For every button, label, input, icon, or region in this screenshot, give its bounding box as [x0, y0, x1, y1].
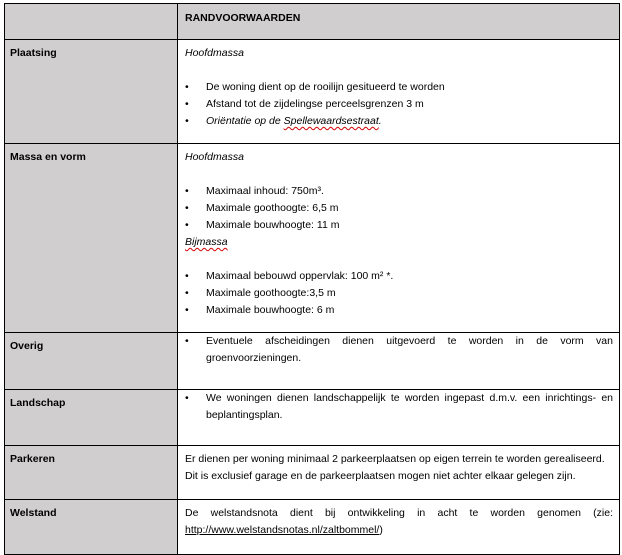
subheading-hoofdmassa: Hoofdmassa — [185, 151, 244, 163]
bullet-icon: • — [185, 270, 189, 282]
subheading-bijmassa-wrap — [185, 234, 613, 251]
list-item-text-line1: Eventuele afscheidingen dienen uitgevoerd te worden in de vorm van — [206, 335, 613, 347]
list-item-text-line1: We woningen dienen landschappelijk te worden ingepast d.m.v. een inrichtings- en — [206, 392, 613, 404]
welstandsnota-link[interactable]: http://www.welstandsnotas.nl/zaltbommel/ — [185, 524, 380, 536]
randvoorwaarden-table — [4, 3, 620, 555]
list-item — [184, 268, 613, 285]
row-overig — [5, 333, 620, 390]
list-item — [184, 183, 613, 200]
content-massa-en-vorm — [178, 144, 620, 333]
row-welstand — [5, 500, 620, 555]
bullet-icon: • — [185, 304, 189, 316]
content-welstand — [178, 500, 620, 555]
list-item — [184, 200, 613, 217]
bullet-icon: • — [185, 81, 189, 93]
label-welstand: Welstand — [5, 500, 178, 555]
bullet-icon: • — [185, 98, 189, 110]
list-item-text: Maximale bouwhoogte: 6 m — [206, 304, 335, 316]
list-item — [184, 96, 613, 113]
list-item-text: Maximaal bebouwd oppervlak: 100 m² *. — [206, 270, 394, 282]
list-item-text-prefix: Oriëntatie op de — [206, 115, 284, 127]
row-massa-en-vorm — [5, 144, 620, 333]
row-plaatsing — [5, 40, 620, 144]
header-title: RANDVOORWAARDEN — [178, 4, 620, 40]
list-item-text: Maximale goothoogte:3,5 m — [206, 287, 336, 299]
bullet-icon: • — [185, 392, 189, 404]
bullet-list-hoofdmassa — [184, 183, 613, 234]
list-item — [184, 217, 613, 234]
header-row — [5, 4, 620, 40]
bullet-icon: • — [185, 185, 189, 197]
list-item-text: Maximale goothoogte: 6,5 m — [206, 202, 339, 214]
content-landschap — [178, 390, 620, 446]
content-overig — [178, 333, 620, 390]
bullet-icon: • — [185, 219, 189, 231]
label-parkeren: Parkeren — [5, 446, 178, 500]
parkeren-line2: Dit is exclusief garage en de parkeerplaatsen mogen niet achter elkaar gelegen zijn. — [185, 470, 576, 482]
label-overig: Overig — [5, 333, 178, 390]
bullet-list-plaatsing — [184, 79, 613, 130]
list-item — [184, 285, 613, 302]
list-item — [184, 302, 613, 319]
row-landschap — [5, 390, 620, 446]
list-item-text: De woning dient op de rooilijn gesitueerd te worden — [206, 81, 445, 93]
bullet-icon: • — [185, 335, 189, 347]
content-parkeren — [178, 446, 620, 500]
label-plaatsing: Plaatsing — [5, 40, 178, 144]
bullet-list-landschap — [184, 390, 613, 424]
label-massa-en-vorm: Massa en vorm — [5, 144, 178, 333]
street-name: Spellewaardsestraat — [283, 115, 379, 127]
list-item-text-suffix: . — [378, 115, 382, 127]
bullet-icon: • — [185, 287, 189, 299]
welstand-link-close: ) — [379, 524, 383, 536]
subheading-hoofdmassa: Hoofdmassa — [185, 47, 244, 59]
bullet-icon: • — [185, 202, 189, 214]
list-item-text: Maximaal inhoud: 750m³. — [206, 185, 324, 197]
row-parkeren — [5, 446, 620, 500]
list-item-text: Maximale bouwhoogte: 11 m — [206, 219, 340, 231]
list-item — [184, 79, 613, 96]
label-landschap: Landschap — [5, 390, 178, 446]
list-item-text-line2: groenvoorzieningen. — [206, 352, 302, 364]
header-empty-cell — [5, 4, 178, 40]
list-item — [184, 113, 613, 130]
bullet-list-bijmassa — [184, 268, 613, 319]
parkeren-line1: Er dienen per woning minimaal 2 parkeerplaatsen op eigen terrein te worden gerealiseerd. — [185, 453, 605, 465]
list-item-text: Afstand tot de zijdelingse perceelsgrenzen 3 m — [206, 98, 424, 110]
welstand-line2 — [185, 522, 613, 539]
bullet-icon: • — [185, 115, 189, 127]
list-item — [184, 333, 613, 367]
bullet-list-overig — [184, 333, 613, 367]
content-plaatsing — [178, 40, 620, 144]
subheading-bijmassa: Bijmassa — [185, 236, 228, 248]
list-item — [184, 390, 613, 424]
welstand-line1: De welstandsnota dient bij ontwikkeling in acht te worden genomen (zie: — [185, 507, 613, 519]
list-item-text-line2: beplantingsplan. — [206, 409, 283, 421]
